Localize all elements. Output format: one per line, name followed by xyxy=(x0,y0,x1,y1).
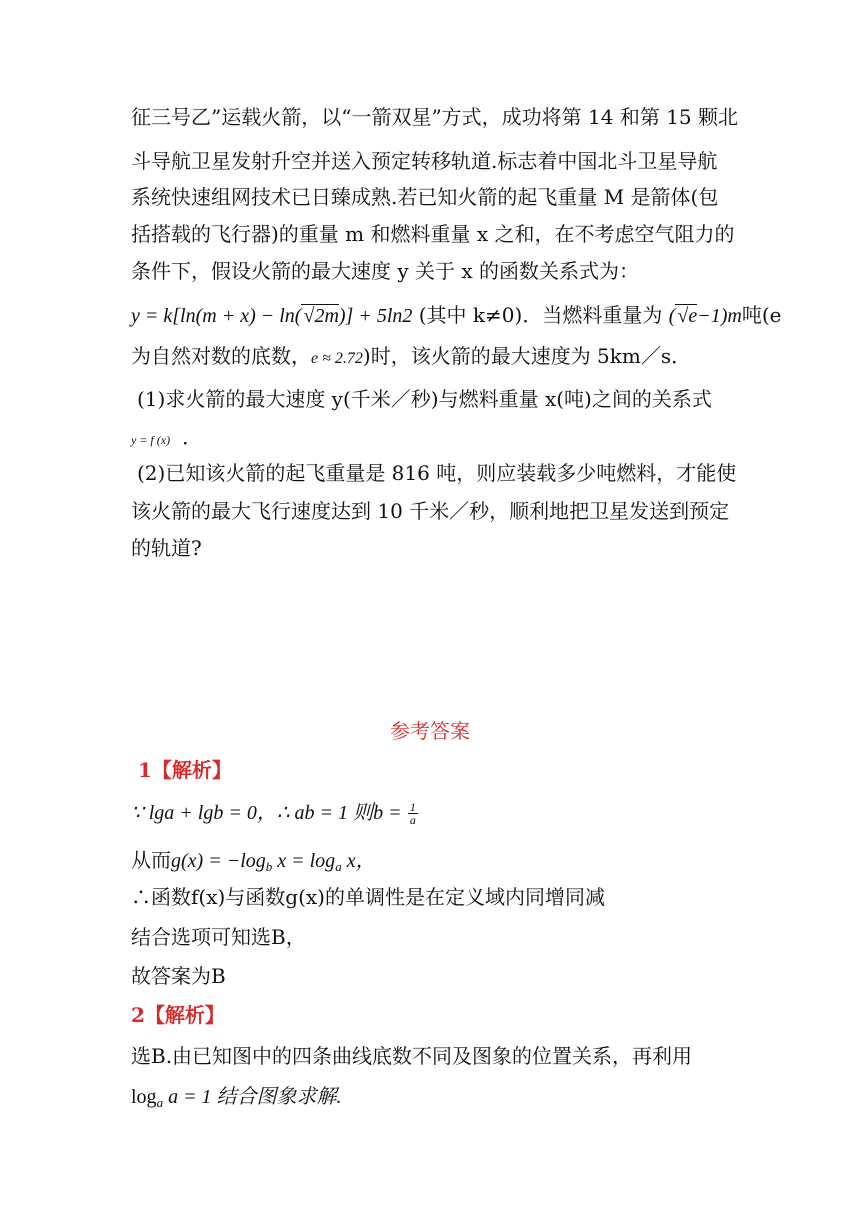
fraction-1-over-a: $\frac{1}{a}$ xyxy=(409,800,416,827)
answer-1-line-1: ∵ lga + lgb = 0，∴ ab = 1 则b = $\frac{1}{a}$ xyxy=(131,800,416,827)
question-line-5: 条件下，假设火箭的最大速度 y 关于 x 的函数关系式为： xyxy=(131,259,640,283)
answer-2-line-2: $\log_a a = 1$ 结合图象求解. xyxy=(131,1086,342,1110)
question-line-7: 为自然对数的底数，e ≈ 2.72)时，该火箭的最大速度为 5km／s． xyxy=(131,344,692,368)
question-line-4: 括搭载的飞行器)的重量 m 和燃料重量 x 之和，在不考虑空气阻力的 xyxy=(131,222,735,246)
answer-1-title: 1【解析】 xyxy=(138,758,232,782)
answer-2-title: 2【解析】 xyxy=(131,1003,225,1027)
formula-note: (其中 k≠0)．当燃料重量为 xyxy=(418,303,663,327)
answer-1-line-4: 结合选项可知选B， xyxy=(131,925,306,949)
subquestion-1: (1)求火箭的最大速度 y(千米／秒)与燃料重量 x(吨)之间的关系式 xyxy=(137,387,712,411)
answer-1-line-5: 故答案为B xyxy=(131,964,226,988)
formula-sqrt-e: √e xyxy=(677,305,698,327)
subquestion-2-line-1: (2)已知该火箭的起飞重量是 816 吨，则应装载多少吨燃料，才能使 xyxy=(137,461,737,485)
answer-1-line-2: 从而$g(x) = -\log_b$ $x = \log_a x$， xyxy=(131,848,376,874)
answer-heading: 参考答案 xyxy=(390,719,470,743)
subquestion-2-line-2: 该火箭的最大飞行速度达到 10 千米／秒，顺利地把卫星发送到预定 xyxy=(131,499,730,523)
formula-tail: 吨(e xyxy=(741,303,782,327)
answer-2-line-1: 选B.由已知图中的四条曲线底数不同及图象的位置关系，再利用 xyxy=(131,1044,693,1068)
question-line-2: 斗导航卫星发射升空并送入预定转移轨道.标志着中国北斗卫星导航 xyxy=(131,149,718,173)
question-line-1: 征三号乙”运载火箭，以“一箭双星”方式，成功将第 14 和第 15 颗北 xyxy=(131,105,739,129)
formula-sqrt-2m: √2m xyxy=(303,305,339,327)
formula-part-d: −1)m xyxy=(697,305,742,327)
formula-part-b: )] + 5ln2 xyxy=(338,305,413,327)
answer-1-line-3: ∴函数f(x)与函数g(x)的单调性是在定义域内同增同减 xyxy=(131,885,605,909)
subquestion-2-line-3: 的轨道? xyxy=(131,536,202,560)
formula-part-a: y = k[ln(m + x) − ln( xyxy=(131,305,302,327)
question-line-3: 系统快速组网技术已日臻成熟.若已知火箭的起飞重量 M 是箭体(包 xyxy=(131,185,719,209)
subquestion-1-formula: y = f (x) ． xyxy=(131,425,203,449)
e-approx: e ≈ 2.72 xyxy=(311,350,363,367)
function-formula-line: y = k[ln(m + x) − ln( √2m)] + 5ln2 (其中 k≠0)．当燃料重量为 ( √e−1)m吨(e xyxy=(131,303,782,327)
